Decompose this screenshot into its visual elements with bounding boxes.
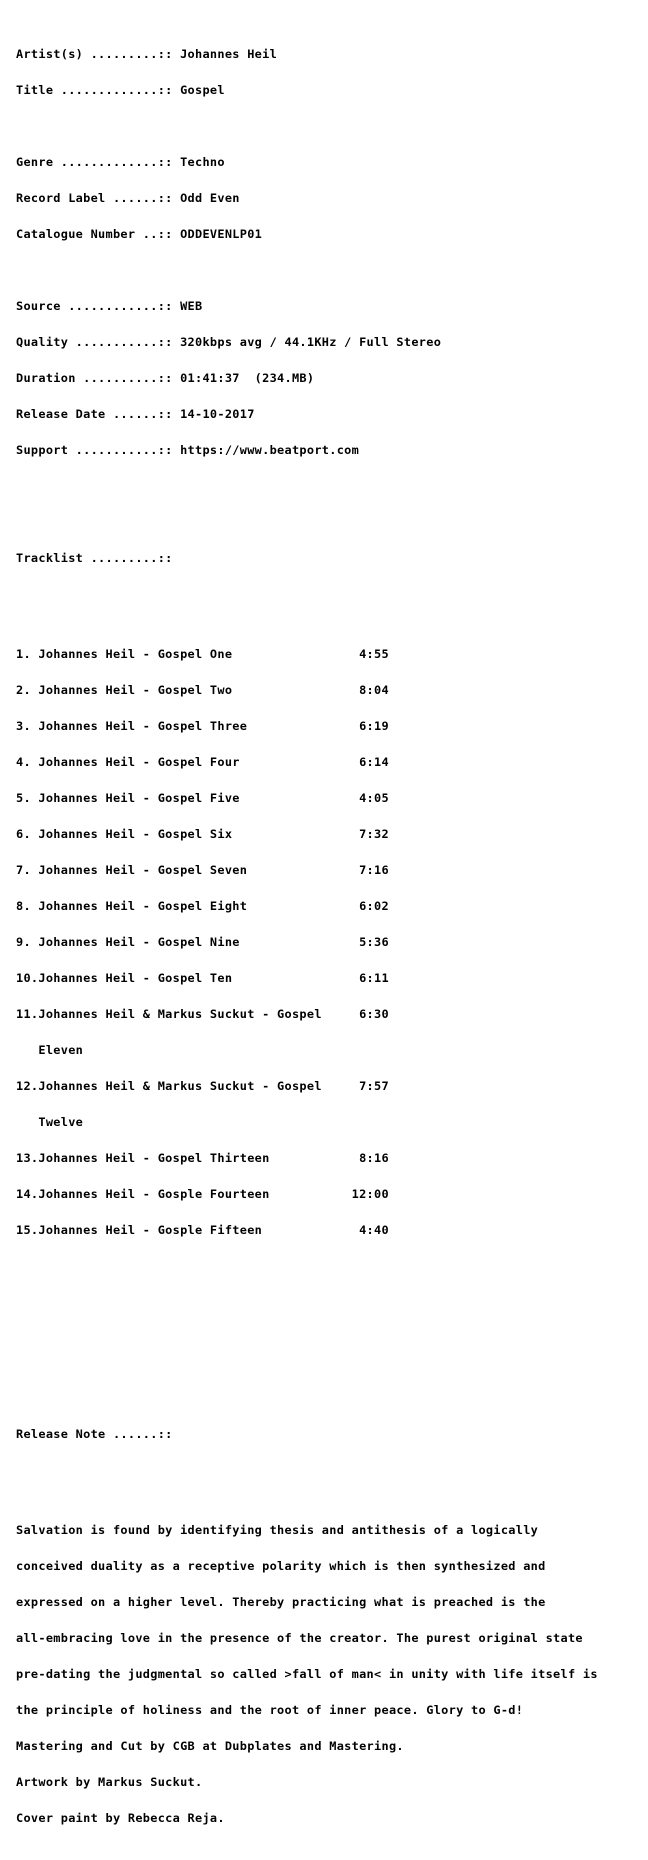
support-line: Support ...........:: https://www.beatport.com — [16, 443, 360, 457]
spacer — [16, 1464, 644, 1476]
track-line: 1. Johannes Heil - Gospel One 4:55 — [16, 647, 389, 661]
duration-line: Duration ..........:: 01:41:37 (234.MB) — [16, 371, 315, 385]
release-date-line: Release Date ......:: 14-10-2017 — [16, 407, 255, 421]
track-line: 3. Johannes Heil - Gospel Three 6:19 — [16, 719, 389, 733]
credits-line: Artwork by Markus Suckut. — [16, 1775, 203, 1789]
release-note-line: all-embracing love in the presence of the creator. The purest original state — [16, 1631, 583, 1645]
spacer — [16, 264, 644, 276]
spacer — [16, 1320, 644, 1332]
spacer — [16, 480, 644, 492]
release-note-line: pre-dating the judgmental so called >fall of man< in unity with life itself is — [16, 1667, 598, 1681]
spacer — [16, 1392, 644, 1404]
catalogue-line: Catalogue Number ..:: ODDEVENLP01 — [16, 227, 263, 241]
track-line: 9. Johannes Heil - Gospel Nine 5:36 — [16, 935, 389, 949]
track-line: 15.Johannes Heil - Gosple Fifteen 4:40 — [16, 1223, 389, 1237]
track-line: 8. Johannes Heil - Gospel Eight 6:02 — [16, 899, 389, 913]
spacer — [16, 588, 644, 600]
release-note-line: conceived duality as a receptive polarity which is then synthesized and — [16, 1559, 546, 1573]
nfo-text — [16, 24, 644, 1860]
track-line-continuation: Eleven — [16, 1043, 84, 1057]
track-line: 5. Johannes Heil - Gospel Five 4:05 — [16, 791, 389, 805]
spacer — [16, 516, 644, 528]
track-line: 13.Johannes Heil - Gospel Thirteen 8:16 — [16, 1151, 389, 1165]
track-line: 4. Johannes Heil - Gospel Four 6:14 — [16, 755, 389, 769]
track-line: 6. Johannes Heil - Gospel Six 7:32 — [16, 827, 389, 841]
track-line: 12.Johannes Heil & Markus Suckut - Gospel 7:57 — [16, 1079, 389, 1093]
track-line: 10.Johannes Heil - Gospel Ten 6:11 — [16, 971, 389, 985]
track-line: 11.Johannes Heil & Markus Suckut - Gospel 6:30 — [16, 1007, 389, 1021]
artist-line: Artist(s) .........:: Johannes Heil — [16, 47, 278, 61]
track-line: 7. Johannes Heil - Gospel Seven 7:16 — [16, 863, 389, 877]
track-line: 2. Johannes Heil - Gospel Two 8:04 — [16, 683, 389, 697]
title-line: Title .............:: Gospel — [16, 83, 225, 97]
credits-line: Mastering and Cut by CGB at Dubplates and Mastering. — [16, 1739, 404, 1753]
credits-line: Cover paint by Rebecca Reja. — [16, 1811, 225, 1825]
release-note-line: the principle of holiness and the root of inner peace. Glory to G-d! — [16, 1703, 524, 1717]
track-line: 14.Johannes Heil - Gosple Fourteen 12:00 — [16, 1187, 389, 1201]
spacer — [16, 1356, 644, 1368]
spacer — [16, 1284, 644, 1296]
release-note-heading: Release Note ......:: — [16, 1427, 173, 1441]
tracklist — [16, 624, 644, 1260]
genre-line: Genre .............:: Techno — [16, 155, 225, 169]
source-line: Source ............:: WEB — [16, 299, 203, 313]
quality-line: Quality ...........:: 320kbps avg / 44.1KHz / Full Stereo — [16, 335, 442, 349]
tracklist-heading: Tracklist .........:: — [16, 551, 173, 565]
release-note-line: Salvation is found by identifying thesis and antithesis of a logically — [16, 1523, 539, 1537]
record-label-line: Record Label ......:: Odd Even — [16, 191, 240, 205]
spacer — [16, 120, 644, 132]
release-note-line: expressed on a higher level. Thereby practicing what is preached is the — [16, 1595, 546, 1609]
track-line-continuation: Twelve — [16, 1115, 84, 1129]
release-note — [16, 1500, 644, 1848]
